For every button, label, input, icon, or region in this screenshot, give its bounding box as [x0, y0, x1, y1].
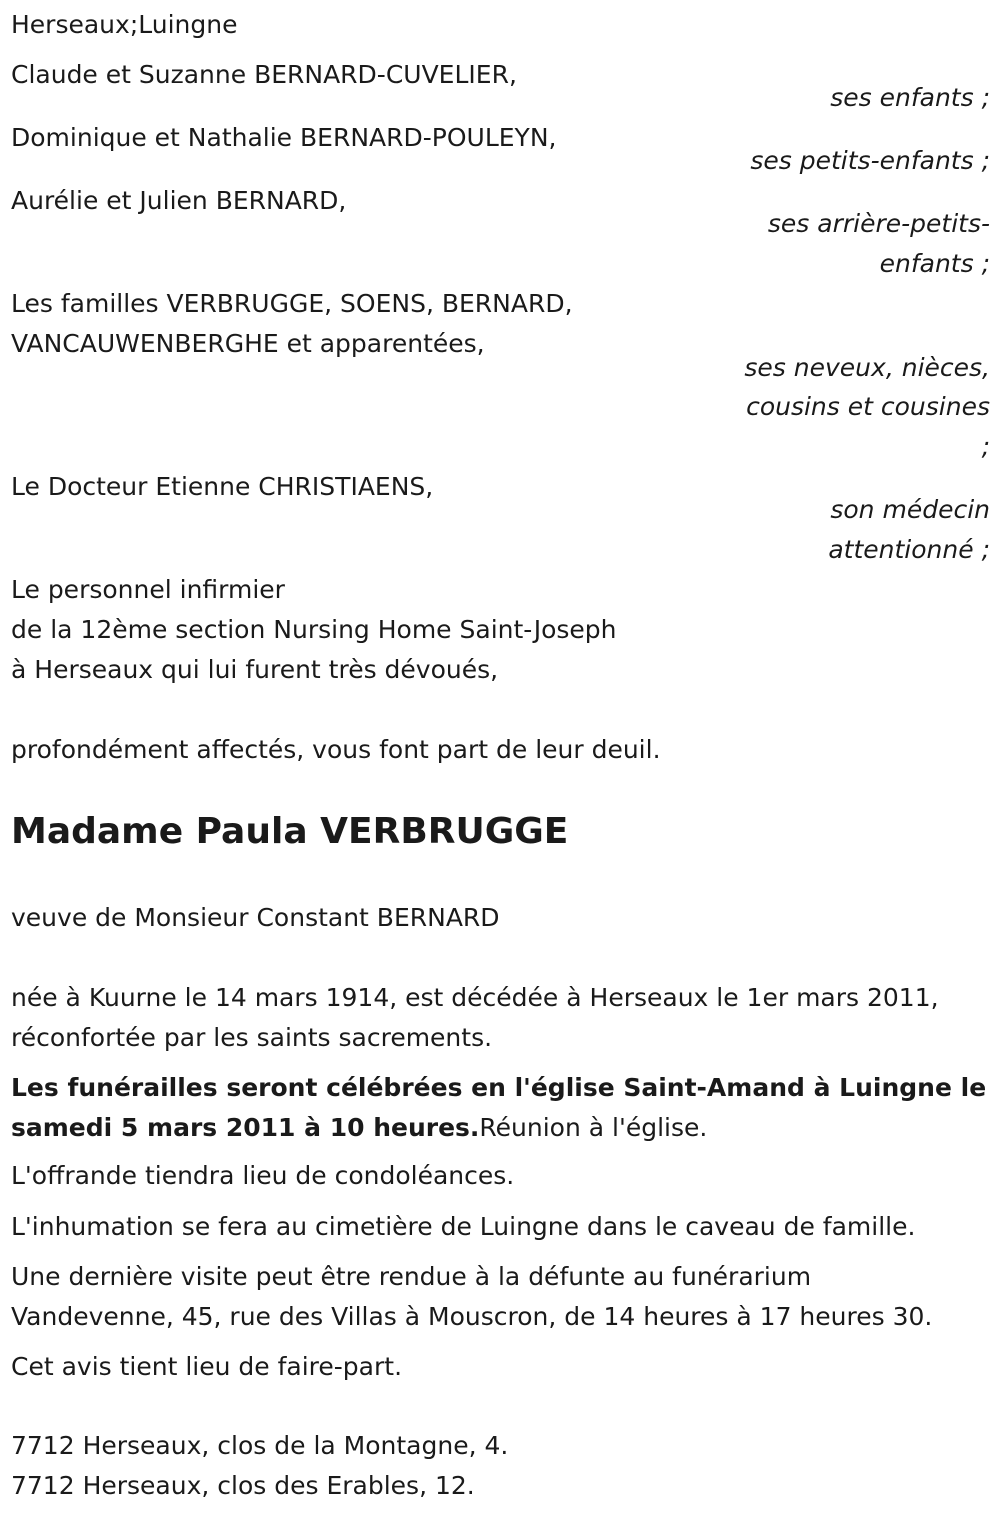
widow-of: veuve de Monsieur Constant BERNARD — [11, 903, 500, 932]
address-1: 7712 Herseaux, clos de la Montagne, 4. — [11, 1431, 509, 1460]
address-2: 7712 Herseaux, clos des Erables, 12. — [11, 1471, 475, 1500]
family-name-great-grandchildren: Aurélie et Julien BERNARD, — [11, 186, 347, 215]
family-name-children: Claude et Suzanne BERNARD-CUVELIER, — [11, 60, 517, 89]
family-role-grandchildren: ses petits-enfants ; — [750, 146, 990, 175]
funeral-line-1: Les funérailles seront célébrées en l'église Saint-Amand à Luingne le — [11, 1073, 987, 1102]
family-role-doctor-2: attentionné ; — [828, 535, 990, 564]
deceased-name: Madame Paula VERBRUGGE — [11, 811, 569, 852]
staff-line-1: Le personnel infirmier — [11, 575, 285, 604]
staff-line-2: de la 12ème section Nursing Home Saint-Joseph — [11, 615, 617, 644]
family-role-children: ses enfants ; — [830, 83, 990, 112]
funeral-gathering: Réunion à l'église. — [479, 1113, 708, 1142]
staff-line-3: à Herseaux qui lui furent très dévoués, — [11, 655, 499, 684]
family-role-relatives-3: ; — [981, 432, 990, 461]
funeral-date: samedi 5 mars 2011 à 10 heures. — [11, 1113, 480, 1142]
visit-line-1: Une dernière visite peut être rendue à la défunte au funérarium — [11, 1262, 812, 1291]
location-header: Herseaux;Luingne — [11, 10, 238, 39]
family-name-relatives-2: VANCAUWENBERGHE et apparentées, — [11, 329, 485, 358]
notice: Cet avis tient lieu de faire-part. — [11, 1352, 403, 1381]
family-role-doctor-1: son médecin — [830, 495, 990, 524]
family-name-doctor: Le Docteur Etienne CHRISTIAENS, — [11, 472, 434, 501]
offering: L'offrande tiendra lieu de condoléances. — [11, 1161, 515, 1190]
family-name-grandchildren: Dominique et Nathalie BERNARD-POULEYN, — [11, 123, 557, 152]
burial: L'inhumation se fera au cimetière de Luingne dans le caveau de famille. — [11, 1212, 916, 1241]
birth-death-line-1: née à Kuurne le 14 mars 1914, est décédée à Herseaux le 1er mars 2011, — [11, 983, 939, 1012]
visit-line-2: Vandevenne, 45, rue des Villas à Mouscron, de 14 heures à 17 heures 30. — [11, 1302, 933, 1331]
announcement: profondément affectés, vous font part de leur deuil. — [11, 735, 661, 764]
family-role-relatives-1: ses neveux, nièces, — [744, 353, 990, 382]
birth-death-line-2: réconfortée par les saints sacrements. — [11, 1023, 493, 1052]
family-role-great-grandchildren-1: ses arrière-petits- — [767, 209, 990, 238]
family-role-great-grandchildren-2: enfants ; — [879, 249, 990, 278]
funeral-line-2 — [11, 1108, 707, 1148]
family-role-relatives-2: cousins et cousines — [746, 392, 990, 421]
family-name-relatives-1: Les familles VERBRUGGE, SOENS, BERNARD, — [11, 289, 573, 318]
